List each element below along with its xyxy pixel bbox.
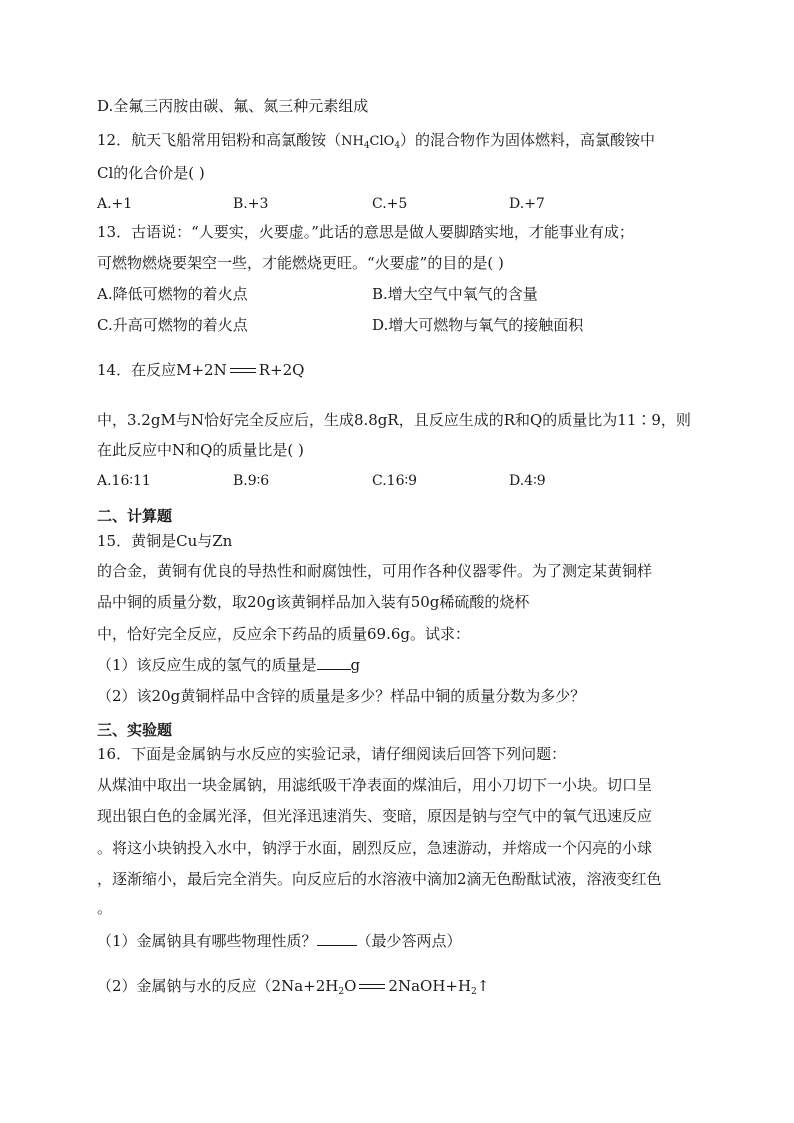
q14-option-a: A.16∶11 — [97, 473, 151, 489]
q13-option-c: C.升高可燃物的着火点 — [97, 316, 248, 334]
q14-stem-line2: 中，3.2gM与N恰好完全反应后，生成8.8gR，且反应生成的R和Q的质量比为11∶9，则 — [97, 411, 691, 429]
q12-text-post: ）的混合物作为固体燃料，高氯酸铵中 — [400, 131, 656, 149]
q15-line1: 15．黄铜是Cu与Zn — [97, 532, 233, 550]
equation-double-line — [359, 982, 385, 992]
q15-line4: 中，恰好完全反应，反应余下药品的质量69.6g。试求： — [97, 625, 471, 643]
q12-option-a: A.+1 — [97, 196, 133, 212]
q15-line2: 的合金，黄铜有优良的导热性和耐腐蚀性，可用作各种仪器零件。为了测定某黄铜样 — [97, 562, 653, 580]
q14-stem-line1: 14．在反应M+2N R+2Q — [97, 361, 305, 379]
q16-line3: 现出银白色的金属光泽，但光泽迅速消失、变暗，原因是钠与空气中的氧气迅速反应 — [97, 807, 653, 825]
q16-line2: 从煤油中取出一块金属钠，用滤纸吸干净表面的煤油后，用小刀切下一小块。切口呈 — [97, 776, 653, 794]
q16-line1: 16．下面是金属钠与水反应的实验记录，请仔细阅读后回答下列问题： — [97, 745, 567, 763]
q14-stem-line3: 在此反应中N和Q的质量比是( ) — [97, 441, 304, 459]
q12-option-d: D.+7 — [509, 196, 545, 212]
q13-option-b: B.增大空气中氧气的含量 — [372, 285, 538, 303]
q13-stem-line1: 13．古语说：“人要实，火要虚。”此话的意思是做人要脚踏实地，才能事业有成； — [97, 223, 634, 241]
q15-line3: 品中铜的质量分数，取20g该黄铜样品加入装有50g稀硫酸的烧杯 — [97, 593, 530, 611]
q12-text-pre: 12．航天飞船常用铝粉和高氯酸铵（ — [97, 131, 342, 149]
q13-stem-line2: 可燃物燃烧要架空一些，才能燃烧更旺。“火要虚”的目的是( ) — [97, 254, 504, 272]
q12-formula: $NH_4ClO_4$ — [341, 134, 401, 151]
section-heading-experiment: 三、实验题 — [97, 721, 173, 739]
q16-equation: $2Na+2H_2O$ $2NaOH+H_2↑$ — [271, 977, 490, 997]
q14-equation-right: R+2Q — [258, 361, 305, 379]
q15-sub2: （2）该20g黄铜样品中含锌的质量是多少？样品中铜的质量分数为多少？ — [97, 687, 586, 705]
q16-line6: 。 — [97, 899, 113, 917]
q14-option-b: B.9∶6 — [233, 473, 270, 489]
answer-blank[interactable] — [317, 655, 351, 670]
q12-stem-line2: Cl的化合价是( ) — [97, 164, 205, 182]
equation-double-line — [230, 366, 256, 376]
q16-line5: ，逐渐缩小，最后完全消失。向反应后的水溶液中滴加2滴无色酚酞试液，溶液变红色 — [97, 870, 662, 888]
q14-equation-left: M+2N — [176, 361, 227, 379]
q12-option-c: C.+5 — [372, 196, 408, 212]
section-heading-calculation: 二、计算题 — [97, 507, 173, 525]
q12-stem-line1 — [97, 130, 655, 156]
q14-option-c: C.16∶9 — [372, 473, 418, 489]
answer-blank[interactable] — [317, 931, 357, 946]
q15-sub1: （1）该反应生成的氢气的质量是 g — [97, 656, 361, 674]
q14-option-d: D.4∶9 — [509, 473, 546, 489]
q12-option-b: B.+3 — [233, 196, 269, 212]
q16-line4: 。将这小块钠投入水中，钠浮于水面，剧烈反应，急速游动，并熔成一个闪亮的小球 — [97, 839, 653, 857]
q11-option-d: D.全氟三丙胺由碳、氟、氮三种元素组成 — [97, 97, 369, 115]
q13-option-a: A.降低可燃物的着火点 — [97, 285, 248, 303]
q13-option-d: D.增大可燃物与氧气的接触面积 — [372, 316, 584, 334]
gas-arrow-icon: ↑ — [476, 977, 490, 995]
q16-sub2: （2）金属钠与水的反应（$2Na+2H_2O$ $2NaOH+H_2↑$ — [97, 977, 490, 997]
q16-sub1: （1）金属钠具有哪些物理性质？ （最少答两点） — [97, 932, 462, 950]
